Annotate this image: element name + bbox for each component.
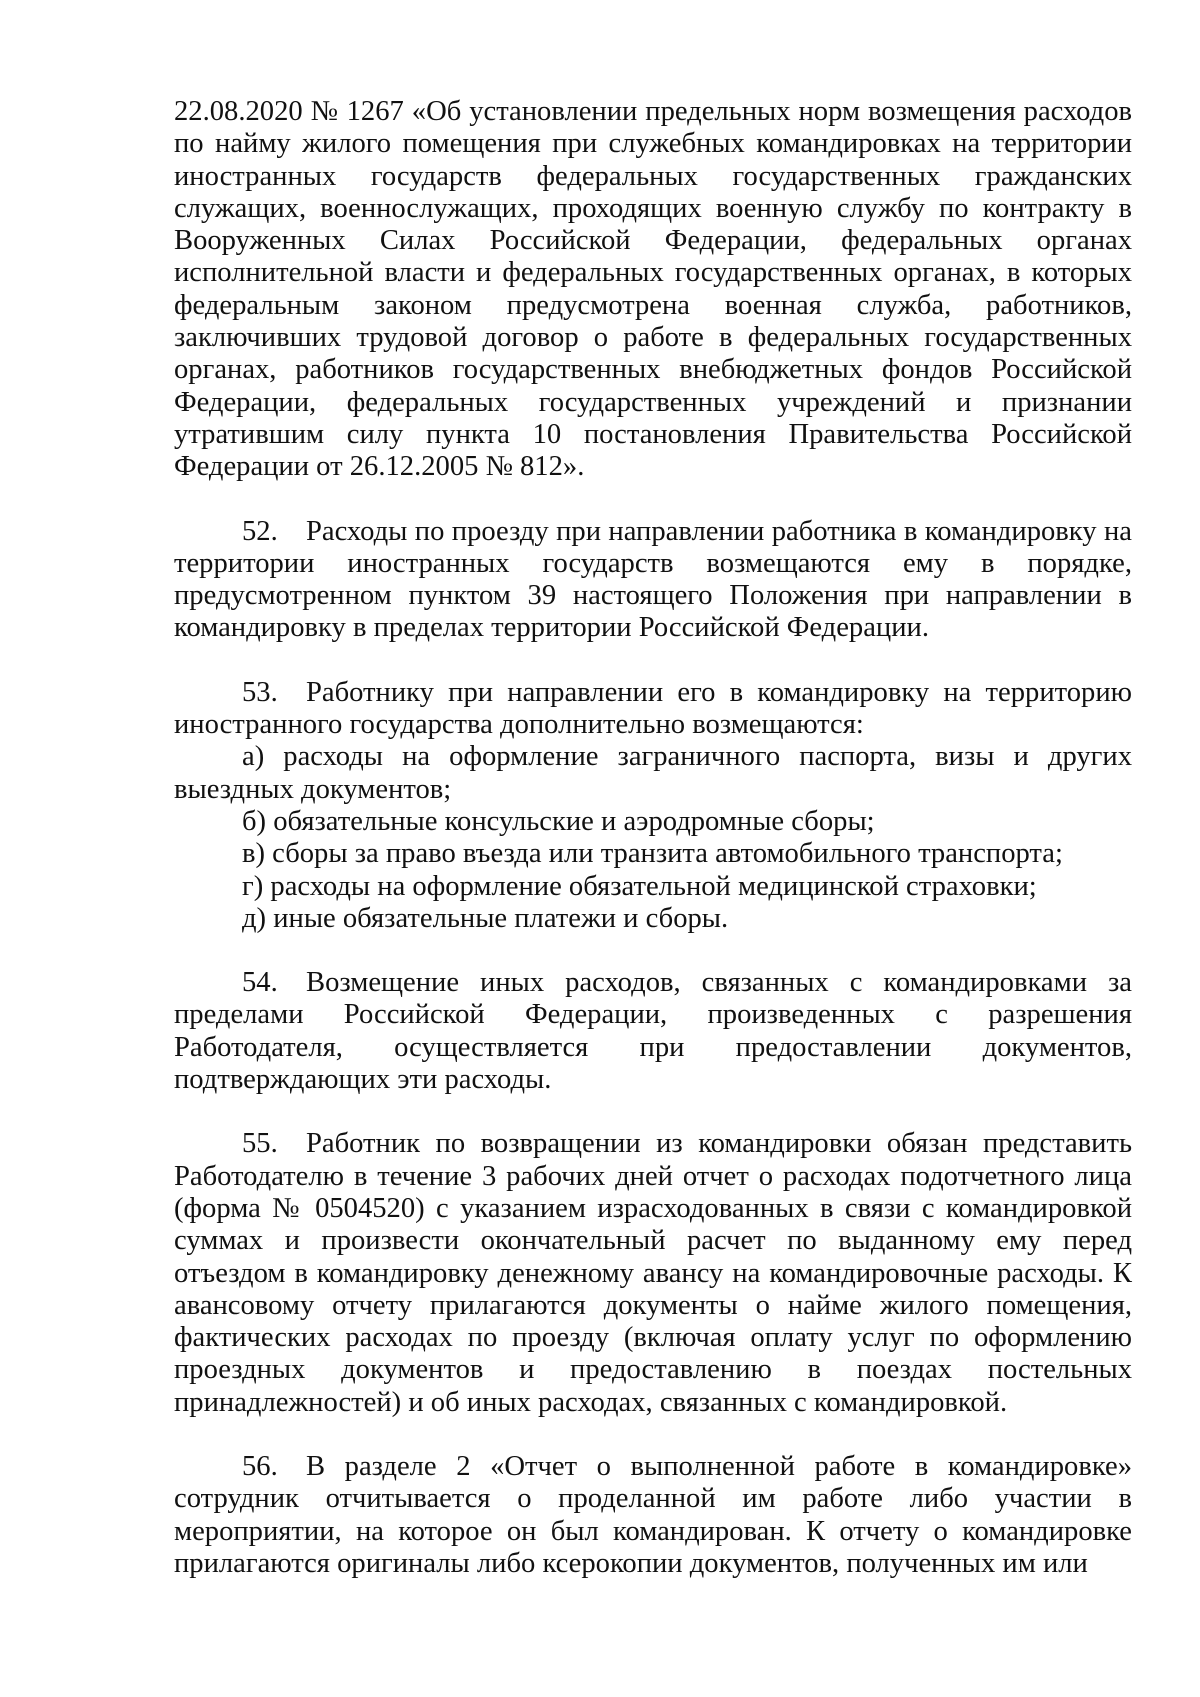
clause-number: 52. [242, 515, 278, 547]
clause-number: 53. [242, 676, 278, 708]
clause-52 [174, 516, 1132, 645]
clause-text: Работнику при направлении его в командировку на территорию иностранного государства дополнительно возмещаются: [174, 676, 1132, 741]
clause-54 [174, 967, 1132, 1096]
list-item-g: г) расходы на оформление обязательной медицинской страховки; [242, 870, 1037, 902]
list-item-v: в) сборы за право въезда или транзита автомобильного транспорта; [242, 838, 1063, 870]
clause-55 [174, 1128, 1132, 1419]
continuation-paragraph: 22.08.2020 № 1267 «Об установлении предельных норм возмещения расходов по найму жилого помещения при служебных командировках на территории иностранных государств федеральных государственных гражданских служащих, военнослужащих, проходящих военную службу по контракту в Вооруженных Силах Российской Федерации, федеральных органах исполнительной власти и федеральных государственных органах, в которых федеральным законом предусмотрена военная служба, работников, заключивших трудовой договор о работе в федеральных государственных органах, работников государственных внебюджетных фондов Российской Федерации, федеральных государственных учреждений и признании утратившим силу пункта 10 постановления Правительства Российской Федерации от 26.12.2005 № 812». [174, 96, 1132, 483]
clause-number: 56. [242, 1450, 278, 1482]
clause-number: 54. [242, 967, 278, 999]
list-item-a: а) расходы на оформление заграничного паспорта, визы и других выездных документов; [174, 741, 1132, 805]
clause-53 [174, 677, 1132, 742]
clause-text: Расходы по проезду при направлении работника в командировку на территории иностранных государств возмещаются ему в порядке, предусмотренном пунктом 39 настоящего Положения при направлении в командировку в пределах территории Российской Федерации. [174, 515, 1132, 644]
clause-text: Возмещение иных расходов, связанных с командировками за пределами Российской Федерации, произведенных с разрешения Работодателя, осуществляется при предоставлении документов, подтверждающих эти расходы. [174, 967, 1132, 1096]
clause-text: В разделе 2 «Отчет о выполненной работе в командировке» сотрудник отчитывается о проделанной им работе либо участии в мероприятии, на которое он был командирован. К отчету о командировке прилагаются оригиналы либо ксерокопии документов, полученных им или [174, 1450, 1132, 1579]
clause-text: Работник по возвращении из командировки обязан представить Работодателю в течение 3 рабочих дней отчет о расходах подотчетного лица (форма № 0504520) с указанием израсходованных в связи с командировкой суммах и произвести окончательный расчет по выданному ему перед отъездом в командировку денежному авансу на командировочные расходы. К авансовому отчету прилагаются документы о найме жилого помещения, фактических расходах по проезду (включая оплату услуг по оформлению проездных документов и предоставлению в поездах постельных принадлежностей) и об иных расходах, связанных с командировкой. [174, 1128, 1132, 1418]
clause-56 [174, 1451, 1132, 1580]
clause-number: 55. [242, 1128, 278, 1160]
list-item-d: д) иные обязательные платежи и сборы. [242, 902, 729, 934]
list-item-b: б) обязательные консульские и аэродромные сборы; [242, 805, 875, 837]
document-page [174, 96, 1132, 1580]
